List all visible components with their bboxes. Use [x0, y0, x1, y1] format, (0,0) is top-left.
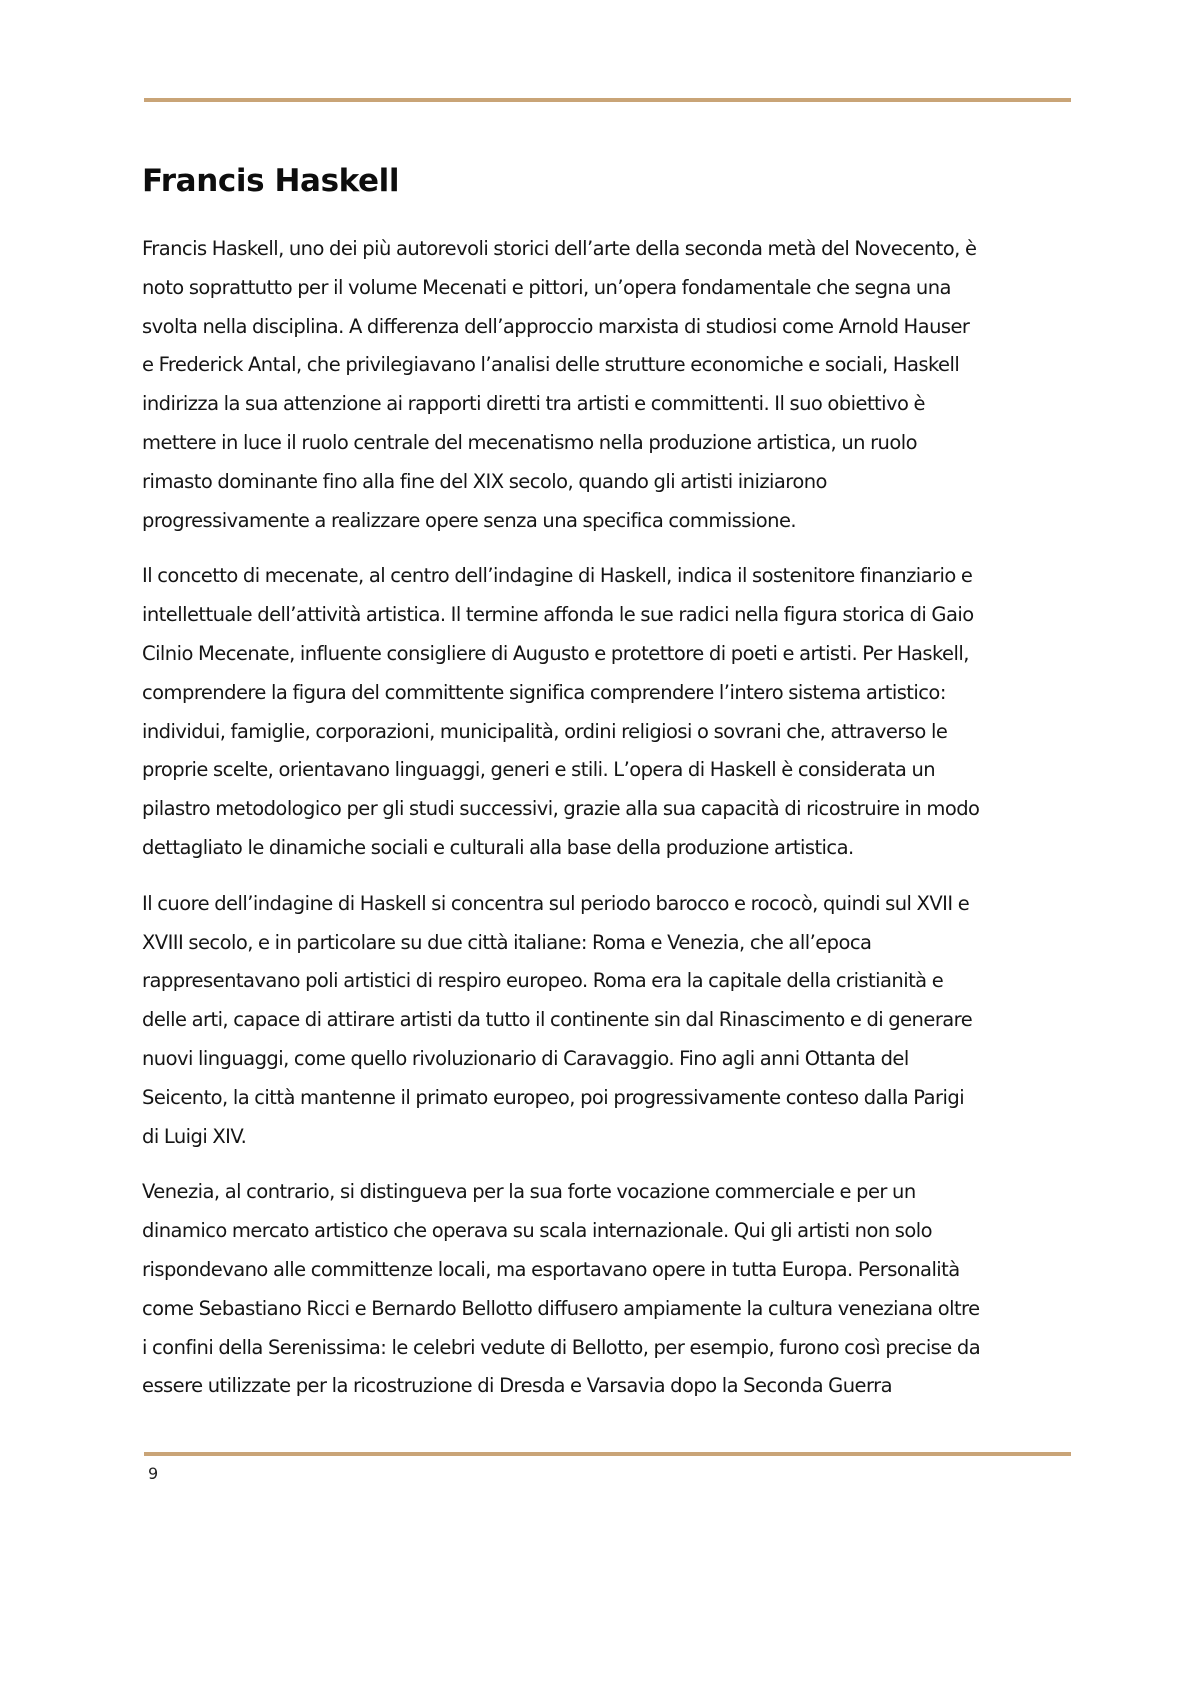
paragraph-line: Cilnio Mecenate, influente consigliere di Augusto e protettore di poeti e artisti. Per Haskell, [142, 641, 969, 665]
page-content [142, 160, 1072, 1423]
page-number: 9 [148, 1464, 159, 1483]
header-rule [144, 98, 1071, 102]
paragraph-line: Il cuore dell’indagine di Haskell si concentra sul periodo barocco e rococò, quindi sul XVII e [142, 891, 970, 915]
paragraph-line: proprie scelte, orientavano linguaggi, generi e stili. L’opera di Haskell è considerata un [142, 758, 936, 782]
paragraph-line: rimasto dominante fino alla fine del XIX secolo, quando gli artisti iniziarono [142, 469, 827, 493]
paragraph-line: pilastro metodologico per gli studi successivi, grazie alla sua capacità di ricostruire in modo [142, 797, 980, 821]
paragraph-line: e Frederick Antal, che privilegiavano l’analisi delle strutture economiche e sociali, Haskell [142, 353, 960, 377]
page-title: Francis Haskell [142, 163, 400, 199]
paragraph-line: indirizza la sua attenzione ai rapporti diretti tra artisti e committenti. Il suo obiettivo è [142, 392, 925, 416]
paragraph-line: Venezia, al contrario, si distingueva per la sua forte vocazione commerciale e per un [142, 1180, 916, 1204]
paragraph-line: Francis Haskell, uno dei più autorevoli storici dell’arte della seconda metà del Novecento, è [142, 237, 977, 260]
paragraph-1 [142, 230, 1072, 540]
paragraph-line: nuovi linguaggi, come quello rivoluzionario di Caravaggio. Fino agli anni Ottanta del [142, 1046, 909, 1070]
paragraph-4 [142, 1173, 1072, 1406]
paragraph-line: essere utilizzate per la ricostruzione di Dresda e Varsavia dopo la Seconda Guerra [142, 1374, 892, 1398]
paragraph-line: intellettuale dell’attività artistica. Il termine affonda le sue radici nella figura storica di Gaio [142, 603, 974, 627]
paragraph-line: di Luigi XIV. [142, 1124, 247, 1148]
paragraph-line: rappresentavano poli artistici di respiro europeo. Roma era la capitale della cristianità e [142, 969, 944, 993]
paragraph-line: i confini della Serenissima: le celebri vedute di Bellotto, per esempio, furono così precise da [142, 1335, 981, 1359]
paragraph-2 [142, 557, 1072, 867]
paragraph-line: progressivamente a realizzare opere senza una specifica commissione. [142, 508, 797, 532]
paragraph-line: Il concetto di mecenate, al centro dell’indagine di Haskell, indica il sostenitore finanziario e [142, 564, 973, 588]
paragraph-line: svolta nella disciplina. A differenza dell’approccio marxista di studiosi come Arnold Hauser [142, 314, 970, 338]
paragraph-line: delle arti, capace di attirare artisti da tutto il continente sin dal Rinascimento e di generare [142, 1008, 973, 1032]
paragraph-line: individui, famiglie, corporazioni, municipalità, ordini religiosi o sovrani che, attraverso le [142, 719, 948, 743]
paragraph-line: mettere in luce il ruolo centrale del mecenatismo nella produzione artistica, un ruolo [142, 430, 917, 454]
paragraph-line: rispondevano alle committenze locali, ma esportavano opere in tutta Europa. Personalità [142, 1257, 960, 1281]
paragraph-line: comprendere la figura del committente significa comprendere l’intero sistema artistico: [142, 680, 946, 704]
paragraph-line: come Sebastiano Ricci e Bernardo Bellotto diffusero ampiamente la cultura veneziana oltre [142, 1296, 980, 1320]
paragraph-line: dinamico mercato artistico che operava su scala internazionale. Qui gli artisti non solo [142, 1219, 933, 1243]
paragraph-line: dettagliato le dinamiche sociali e culturali alla base della produzione artistica. [142, 835, 854, 859]
paragraph-line: noto soprattutto per il volume Mecenati e pittori, un’opera fondamentale che segna una [142, 275, 951, 299]
paragraph-line: Seicento, la città mantenne il primato europeo, poi progressivamente conteso dalla Parigi [142, 1085, 965, 1109]
footer-rule [144, 1452, 1071, 1456]
paragraph-3 [142, 885, 1072, 1157]
paragraph-line: XVIII secolo, e in particolare su due città italiane: Roma e Venezia, che all’epoca [142, 930, 872, 954]
